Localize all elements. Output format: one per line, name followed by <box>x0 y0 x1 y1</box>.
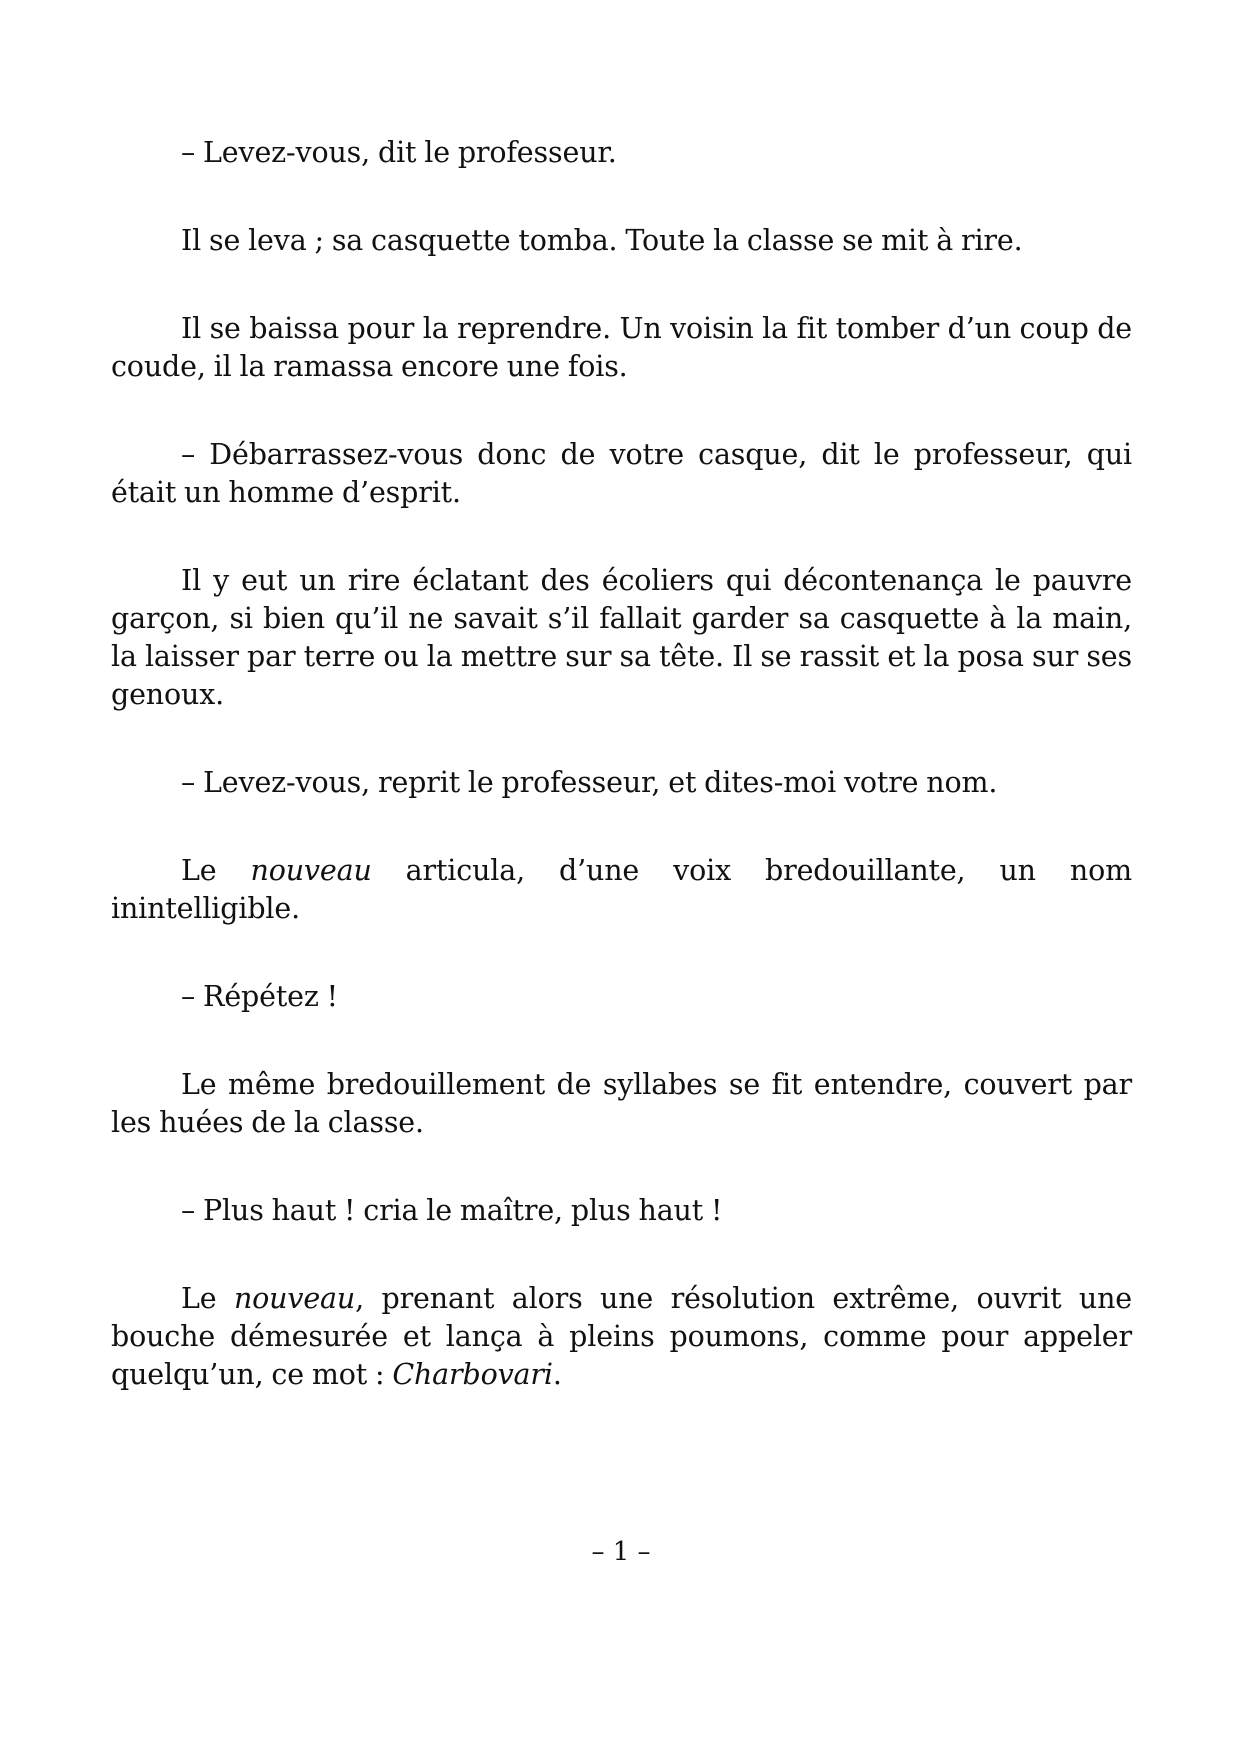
paragraph-text: Il y eut un rire éclatant des écoliers qui décontenança le pauvre garçon, si bien qu’il ne savait s’il fallait garder sa casquette à la main, la laisser par terre ou la mettre sur sa tête. Il se rassit et la posa sur ses genoux. <box>111 564 1132 711</box>
paragraph-text: Le <box>181 854 251 887</box>
paragraph-9 <box>111 1066 1132 1142</box>
paragraph-text: Il se baissa pour la reprendre. Un voisin la fit tomber d’un coup de coude, il la ramassa encore une fois. <box>111 312 1132 383</box>
paragraph-text: – Répétez ! <box>181 980 338 1013</box>
paragraph-8 <box>111 978 1132 1016</box>
paragraph-6 <box>111 764 1132 802</box>
paragraph-text: – Levez-vous, dit le professeur. <box>181 136 617 169</box>
paragraph-text: articula, d’une voix bredouillante, un nom inintelligible. <box>111 854 1132 925</box>
paragraph-text: , prenant alors une résolution extrême, ouvrit une bouche démesurée et lança à pleins poumons, comme pour appeler quelqu’un, ce mot : <box>111 1282 1133 1391</box>
paragraph-10 <box>111 1192 1132 1230</box>
paragraph-2 <box>111 222 1132 260</box>
paragraph-text: – Plus haut ! cria le maître, plus haut ! <box>181 1194 723 1227</box>
paragraph-3 <box>111 310 1132 386</box>
paragraph-1 <box>111 134 1132 172</box>
paragraph-text: Le <box>181 1282 234 1315</box>
paragraph-text: – Levez-vous, reprit le professeur, et dites-moi votre nom. <box>181 766 998 799</box>
page-number: – 1 – <box>591 1537 651 1567</box>
paragraph-text: Le même bredouillement de syllabes se fit entendre, couvert par les huées de la classe. <box>111 1068 1132 1139</box>
italic-term: nouveau <box>250 854 372 887</box>
italic-term: nouveau <box>233 1282 356 1315</box>
paragraph-7 <box>111 852 1132 928</box>
italic-name: Charbovari <box>392 1358 553 1391</box>
paragraph-5 <box>111 562 1132 714</box>
paragraph-11 <box>111 1280 1132 1394</box>
paragraph-4 <box>111 436 1132 512</box>
body-text <box>111 134 1132 1444</box>
paragraph-text: . <box>552 1358 562 1391</box>
paragraph-text: Il se leva ; sa casquette tomba. Toute la classe se mit à rire. <box>181 224 1023 257</box>
paragraph-text: – Débarrassez-vous donc de votre casque, dit le professeur, qui était un homme d’esprit. <box>111 438 1132 509</box>
